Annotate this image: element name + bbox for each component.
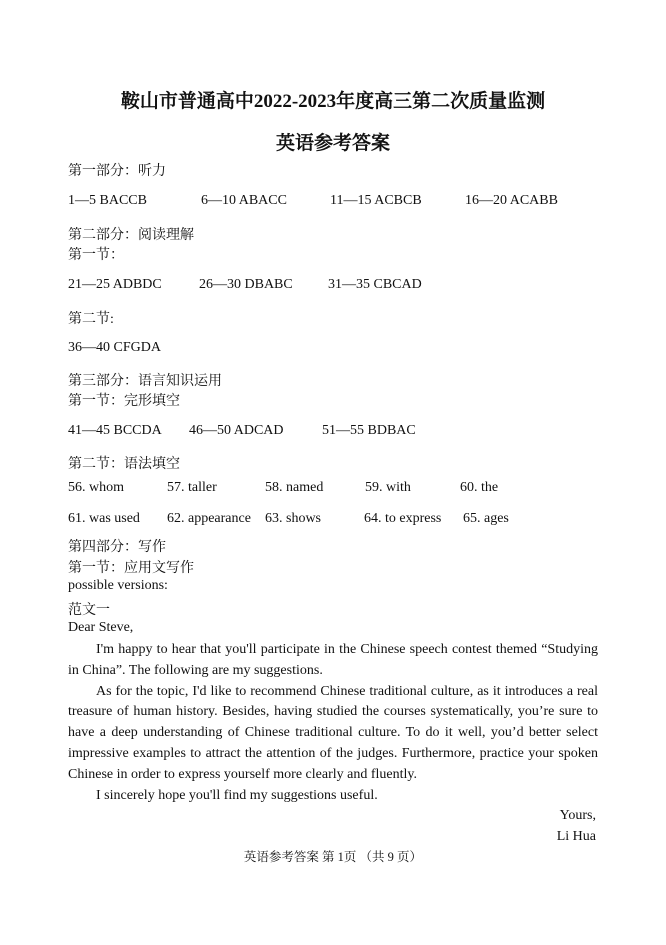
part3-section1-label: 第一节：完形填空 xyxy=(68,394,180,409)
part3-label: 第三部分：语言知识运用 xyxy=(68,374,222,389)
grammar-answer: 57. taller xyxy=(167,480,217,495)
answer-group: 11—15 ACBCB xyxy=(330,193,422,208)
answer-group: 41—45 BCCDA xyxy=(68,423,162,438)
grammar-answer: 65. ages xyxy=(463,511,509,526)
answer-group: 16—20 ACABB xyxy=(465,193,558,208)
grammar-answer: 62. appearance xyxy=(167,511,251,526)
sample-label: 范文一 xyxy=(68,603,110,618)
letter-body xyxy=(68,640,598,806)
grammar-answer: 58. named xyxy=(265,480,324,495)
grammar-answer: 59. with xyxy=(365,480,411,495)
letter-greeting: Dear Steve, xyxy=(68,620,134,635)
answer-group: 51—55 BDBAC xyxy=(322,423,416,438)
part2-section2-label: 第二节: xyxy=(68,312,114,327)
answer-group: 31—35 CBCAD xyxy=(328,277,422,292)
part3-section2-label: 第二节：语法填空 xyxy=(68,457,180,472)
part2-label: 第二部分：阅读理解 xyxy=(68,228,194,243)
grammar-answer: 60. the xyxy=(460,480,499,495)
answer-group: 36—40 CFGDA xyxy=(68,340,161,355)
possible-versions-label: possible versions: xyxy=(68,578,168,593)
part2-section1-label: 第一节： xyxy=(68,248,124,263)
grammar-answer: 63. shows xyxy=(265,511,322,526)
letter-closing: Yours, xyxy=(559,808,596,823)
page-footer: 英语参考答案 第 1页 （共 9 页） xyxy=(243,850,423,864)
grammar-answer: 56. whom xyxy=(68,480,124,495)
letter-signature: Li Hua xyxy=(556,829,596,844)
part4-section1-label: 第一节：应用文写作 xyxy=(68,561,194,576)
answer-group: 1—5 BACCB xyxy=(68,193,147,208)
answer-group: 46—50 ADCAD xyxy=(189,423,284,438)
part4-label: 第四部分：写作 xyxy=(68,540,166,555)
page-title: 鞍山市普通高中2022-2023年度高三第二次质量监测 xyxy=(120,91,546,112)
answer-group: 6—10 ABACC xyxy=(201,193,287,208)
grammar-answer: 64. to express xyxy=(364,511,442,526)
letter-paragraph: As for the topic, I'd like to recommend Chinese traditional culture, as it introduces a real treasure of human history. Besides, having studied the courses systematically, you’re sure to have a deep understanding of Chinese traditional culture. To do it well, you’d better select impressive examples to attract the attention of the judges. Furthermore, practice your spoken Chinese in order to express yourself more clearly and fluently. xyxy=(68,683,598,782)
answer-group: 21—25 ADBDC xyxy=(68,277,162,292)
page-subtitle: 英语参考答案 xyxy=(275,133,390,154)
part1-label: 第一部分：听力 xyxy=(68,164,166,179)
grammar-answer: 61. was used xyxy=(68,511,140,526)
answer-group: 26—30 DBABC xyxy=(199,277,293,292)
letter-paragraph: I sincerely hope you'll find my suggestions useful. xyxy=(96,787,378,803)
letter-paragraph: I'm happy to hear that you'll participate in the Chinese speech contest themed “Studying in China”. The following are my suggestions. xyxy=(68,642,598,678)
